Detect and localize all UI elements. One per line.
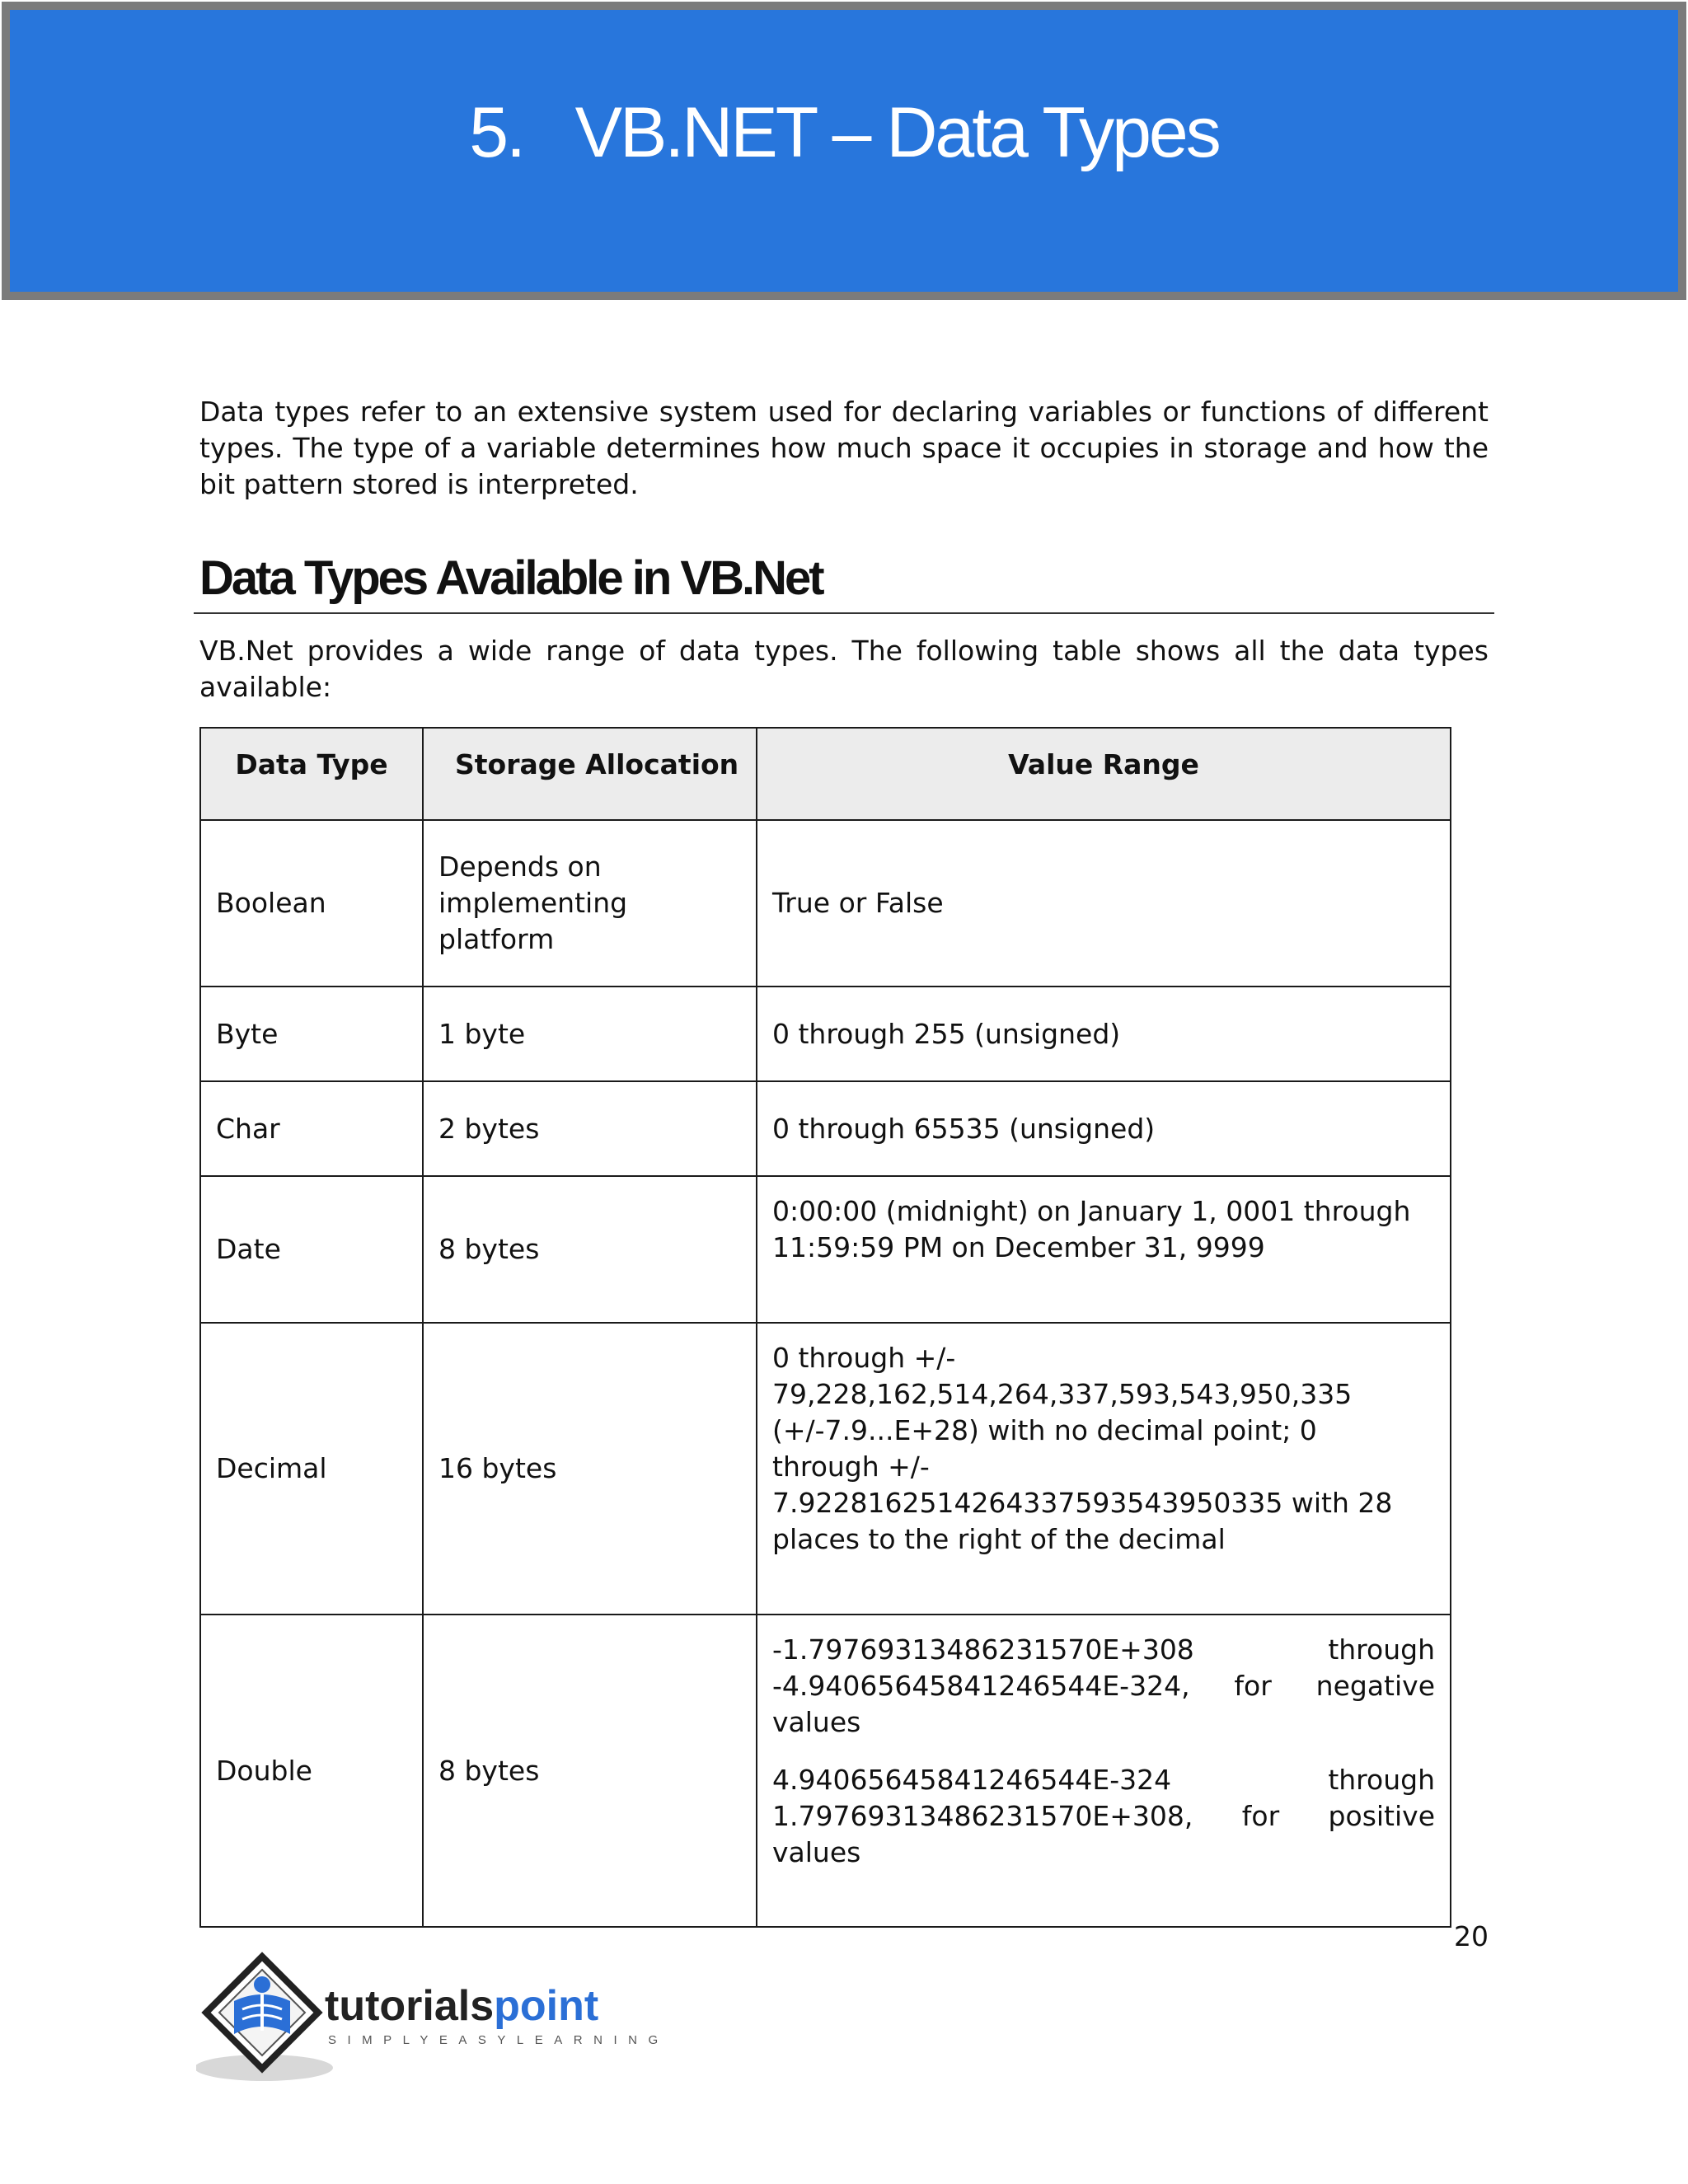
cell-value-range: True or False: [757, 820, 1451, 987]
cell-value-range: [757, 1176, 1451, 1323]
table-row: [200, 1323, 1451, 1615]
section-heading: Data Types Available in VB.Net: [199, 551, 823, 605]
cell-data-type: Double: [200, 1615, 423, 1927]
table-header-row: [200, 728, 1451, 820]
header-data-type: Data Type: [200, 728, 423, 820]
cell-data-type: Boolean: [200, 820, 423, 987]
data-types-table: [199, 727, 1451, 1928]
cell-storage: 2 bytes: [423, 1081, 757, 1176]
intro-paragraph: Data types refer to an extensive system used for declaring variables or functions of different types. The type of a variable determines how much space it occupies in storage and how the bit pattern stored is interpreted.: [199, 396, 1489, 500]
chapter-banner: [2, 2, 1686, 300]
cell-data-type: Byte: [200, 987, 423, 1081]
header-storage-allocation: Storage Allocation: [423, 728, 757, 820]
value-range-text: 0 through +/- 79,228,162,514,264,337,593,543,950,335 (+/-7.9...E+28) with no decimal point; 0 through +/- 7.9228162514264337593543950335 with 28 places to the right of the decimal: [772, 1342, 1393, 1555]
cell-value-range: [757, 1615, 1451, 1927]
cell-storage: 16 bytes: [423, 1323, 757, 1615]
cell-value-range: 0 through 65535 (unsigned): [757, 1081, 1451, 1176]
cell-storage: Depends on implementing platform: [423, 820, 757, 987]
cell-data-type: Char: [200, 1081, 423, 1176]
table-row: [200, 1176, 1451, 1323]
table-row: [200, 1081, 1451, 1176]
table-row: [200, 820, 1451, 987]
cell-data-type: Decimal: [200, 1323, 423, 1615]
lead-paragraph: VB.Net provides a wide range of data types. The following table shows all the data types available:: [199, 635, 1489, 703]
heading-rule: [194, 612, 1494, 614]
cell-value-range: [757, 1323, 1451, 1615]
page-number: 20: [1454, 1920, 1489, 1952]
cell-data-type: Date: [200, 1176, 423, 1323]
cell-storage: 1 byte: [423, 987, 757, 1081]
table-row: [200, 1615, 1451, 1927]
table-row: [200, 987, 1451, 1081]
logo-wordmark: tutorialspoint: [325, 1982, 599, 2030]
value-range-negative: -1.79769313486231570E+308 through -4.94065645841246544E-324, for negative values: [772, 1633, 1435, 1738]
logo-tagline: SIMPLYEASYLEARNING: [328, 2033, 658, 2047]
cell-storage: 8 bytes: [423, 1176, 757, 1323]
chapter-title: 5. VB.NET – Data Types: [469, 93, 1219, 172]
cell-value-range: 0 through 255 (unsigned): [757, 987, 1451, 1081]
value-range-text: 0:00:00 (midnight) on January 1, 0001 through 11:59:59 PM on December 31, 9999: [772, 1195, 1411, 1263]
header-value-range: Value Range: [757, 728, 1451, 820]
tutorialspoint-logo: [196, 1952, 658, 2092]
value-range-positive: 4.94065645841246544E-324 through 1.79769313486231570E+308, for positive values: [772, 1764, 1435, 1868]
logo-graphic: [196, 1952, 658, 2092]
cell-storage: 8 bytes: [423, 1615, 757, 1927]
